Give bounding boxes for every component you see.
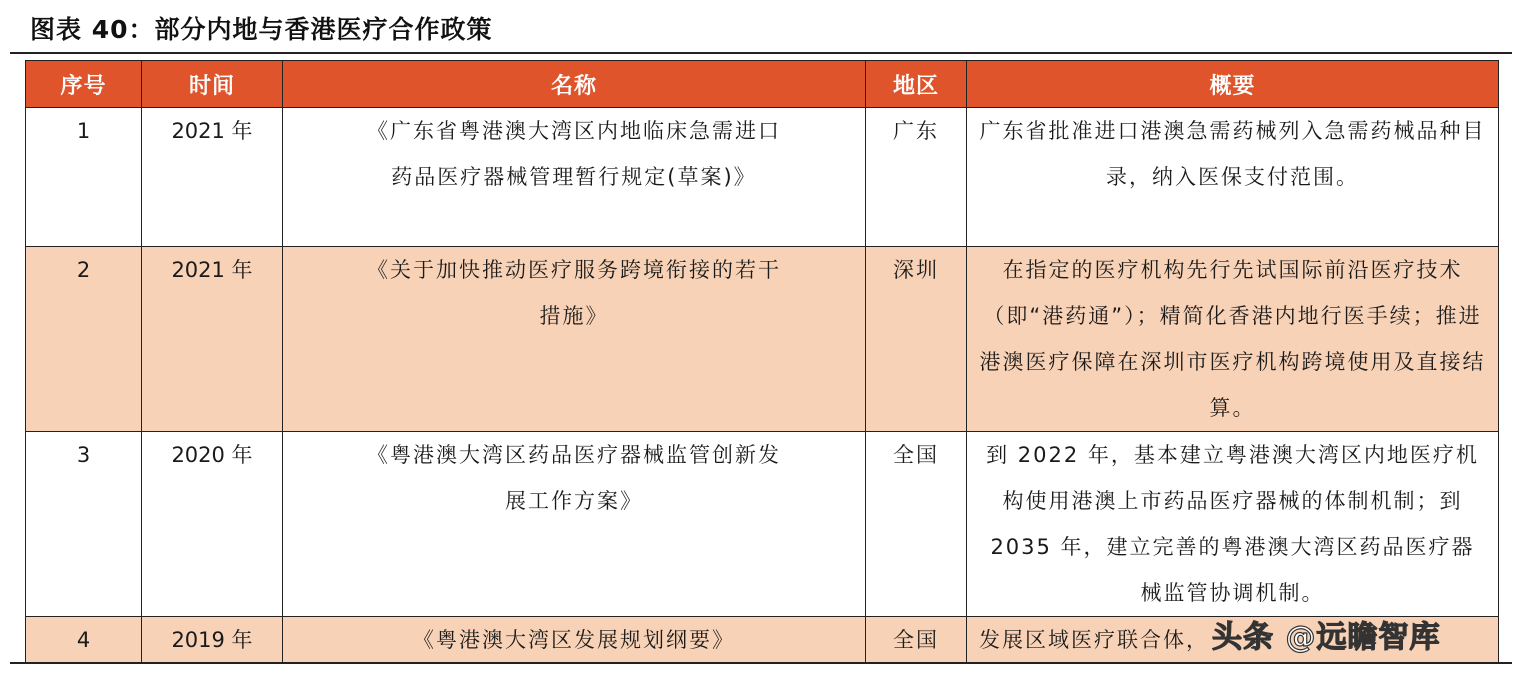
table-header-row bbox=[26, 61, 1499, 108]
policy-table bbox=[25, 60, 1499, 664]
cell-name: 《关于加快推动医疗服务跨境衔接的若干措施》 bbox=[283, 247, 866, 432]
cell-summary: 广东省批准进口港澳急需药械列入急需药械品种目录，纳入医保支付范围。 bbox=[967, 108, 1499, 247]
cell-no: 2 bbox=[26, 247, 142, 432]
header-time: 时间 bbox=[142, 61, 283, 108]
cell-region: 全国 bbox=[866, 432, 967, 617]
cell-region: 广东 bbox=[866, 108, 967, 247]
cell-no: 3 bbox=[26, 432, 142, 617]
cell-name: 《粤港澳大湾区发展规划纲要》 bbox=[283, 617, 866, 664]
figure-title: 图表 40：部分内地与香港医疗合作政策 bbox=[30, 15, 493, 44]
cell-time: 2021 年 bbox=[142, 247, 283, 432]
cell-summary: 到 2022 年，基本建立粤港澳大湾区内地医疗机构使用港澳上市药品医疗器械的体制机制；到 2035 年，建立完善的粤港澳大湾区药品医疗器械监管协调机制。 bbox=[967, 432, 1499, 617]
watermark: 头条 @远瞻智库 bbox=[1212, 620, 1441, 655]
header-region: 地区 bbox=[866, 61, 967, 108]
cell-name: 《广东省粤港澳大湾区内地临床急需进口药品医疗器械管理暂行规定(草案)》 bbox=[283, 108, 866, 247]
cell-time: 2020 年 bbox=[142, 432, 283, 617]
header-name: 名称 bbox=[283, 61, 866, 108]
table-row bbox=[26, 247, 1499, 432]
cell-no: 4 bbox=[26, 617, 142, 664]
header-no: 序号 bbox=[26, 61, 142, 108]
cell-time: 2021 年 bbox=[142, 108, 283, 247]
table-row bbox=[26, 108, 1499, 247]
cell-summary: 在指定的医疗机构先行先试国际前沿医疗技术（即“港药通”）；精简化香港内地行医手续；推进港澳医疗保障在深圳市医疗机构跨境使用及直接结算。 bbox=[967, 247, 1499, 432]
cell-name: 《粤港澳大湾区药品医疗器械监管创新发展工作方案》 bbox=[283, 432, 866, 617]
title-divider bbox=[10, 52, 1512, 54]
cell-no: 1 bbox=[26, 108, 142, 247]
table-row bbox=[26, 432, 1499, 617]
cell-region: 深圳 bbox=[866, 247, 967, 432]
header-summary: 概要 bbox=[967, 61, 1499, 108]
cell-region: 全国 bbox=[866, 617, 967, 664]
cell-summary: 发展区域医疗联合体， bbox=[967, 617, 1499, 664]
cell-time: 2019 年 bbox=[142, 617, 283, 664]
bottom-divider bbox=[10, 662, 1512, 664]
